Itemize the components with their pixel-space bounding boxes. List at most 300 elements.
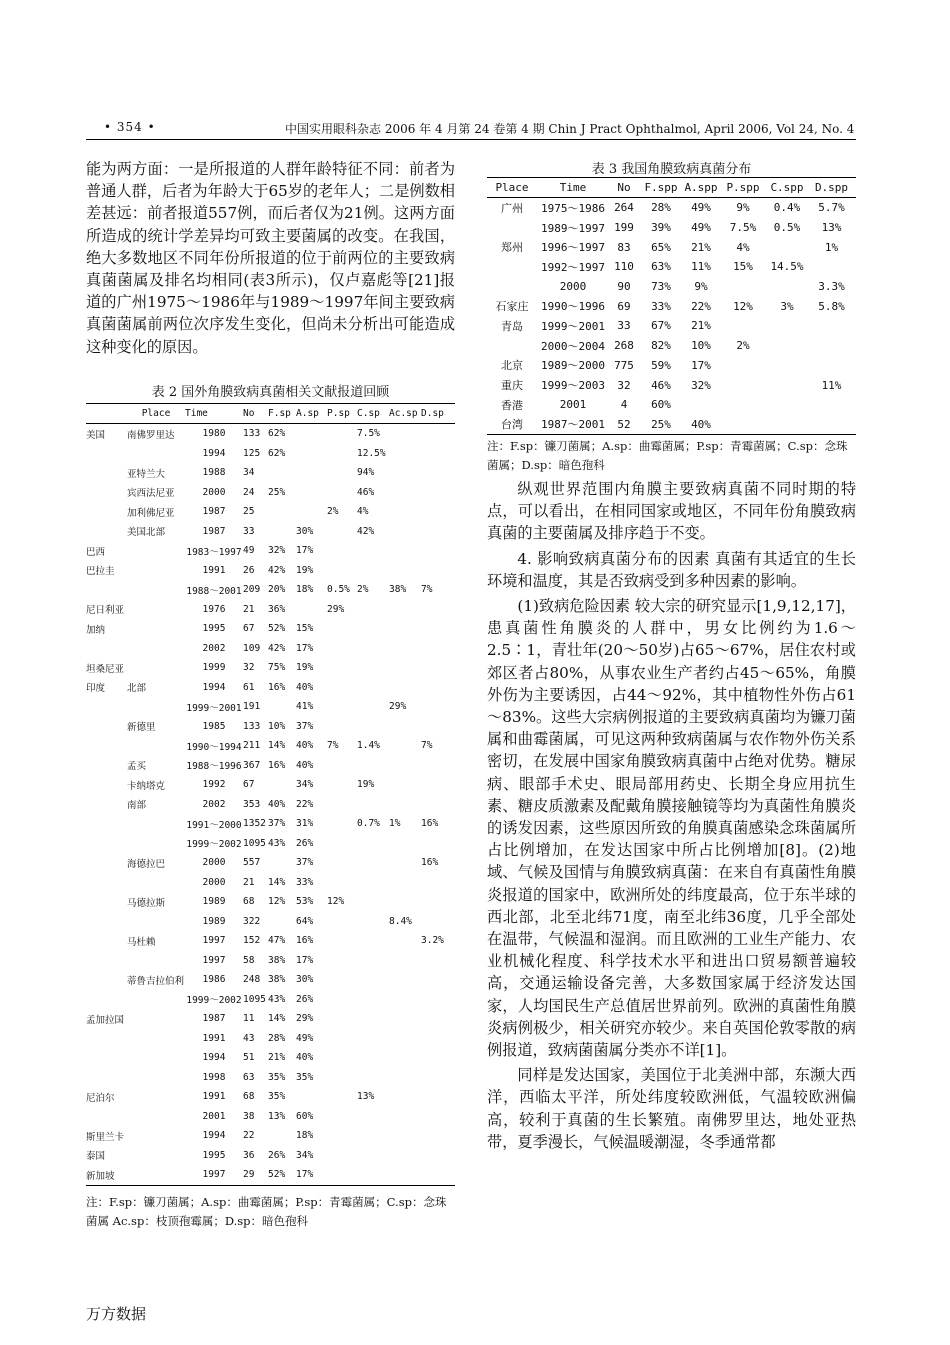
table2-cell: 40% — [296, 740, 314, 752]
table3-cell: 264 — [614, 201, 634, 215]
table3-cell: 3.3% — [818, 280, 845, 294]
table3-cell: 石家庄 — [495, 300, 529, 314]
table3-cell: 1999～2001 — [541, 319, 605, 333]
table2-cell — [268, 853, 296, 873]
table2-cell: 38% — [268, 954, 286, 966]
table-row — [86, 990, 455, 1010]
table2-cell — [389, 541, 421, 561]
table3-cell — [807, 257, 856, 277]
table2-cell — [357, 1048, 389, 1068]
table2-cell: 1% — [389, 818, 401, 830]
table2-cell — [327, 463, 357, 483]
table2-cell: 8.4% — [389, 915, 412, 927]
table2-cell: 67 — [243, 779, 255, 791]
table2-cell — [421, 1146, 455, 1166]
table2-cell — [327, 717, 357, 737]
table2-cell: 1991～2000 — [186, 819, 242, 831]
table3-cell: 2% — [736, 339, 750, 353]
table2-cell: 1987 — [202, 1013, 226, 1025]
table2-cell — [357, 970, 389, 990]
table-row — [86, 424, 455, 444]
table2-cell — [357, 834, 389, 854]
table2-cell — [86, 951, 127, 971]
table2-cell — [86, 1107, 127, 1127]
table2-cell: 印度 — [86, 683, 106, 695]
table2-cell: 3.2% — [421, 935, 444, 947]
table3-cell: 52 — [609, 415, 639, 435]
table2-cell: 南部 — [127, 800, 147, 812]
table2-header-cell: No — [243, 404, 268, 424]
table2-cell — [327, 1165, 357, 1185]
table2-cell — [389, 502, 421, 522]
table2-header-cell: D.sp — [421, 404, 455, 424]
table3-header-cell: D.spp — [807, 178, 856, 198]
table2-cell: 58 — [243, 954, 255, 966]
table3-cell: 69 — [617, 299, 631, 313]
table2-cell: 坦桑尼亚 — [86, 663, 125, 675]
table2-cell: 20% — [268, 584, 286, 596]
table2-cell — [357, 600, 389, 620]
paragraph: 同样是发达国家，美国位于北美洲中部，东濒大西洋，西临太平洋，所处纬度较欧洲低，气温较欧洲偏高，较利于真菌的生长繁殖。南佛罗里达，地处亚热带，夏季漫长，气候温暖潮湿，冬季通常都 — [487, 1066, 856, 1151]
table2-cell: 109 — [243, 642, 261, 654]
table2-cell — [327, 1126, 357, 1146]
right-column-text — [487, 478, 856, 1156]
table2-cell — [86, 970, 127, 990]
table2-cell: 40% — [268, 798, 286, 810]
table3-cell: 9% — [736, 201, 750, 215]
table2-cell — [127, 541, 185, 561]
table2-cell — [421, 424, 455, 444]
table2-cell: 孟买 — [127, 761, 147, 773]
table2-cell: 16% — [421, 818, 439, 830]
table2-cell: 1997 — [202, 935, 226, 947]
table3-cell: 14.5% — [770, 260, 804, 274]
table2-cell — [327, 1146, 357, 1166]
table2-cell — [389, 756, 421, 776]
table3-cell: 63% — [651, 260, 671, 274]
table2-cell: 28% — [268, 1032, 286, 1044]
table-row — [487, 336, 856, 356]
table3 — [487, 177, 856, 435]
table2-cell — [357, 873, 389, 893]
table2 — [86, 403, 455, 1186]
table3-cell: 1% — [824, 240, 839, 254]
table2-cell — [127, 697, 185, 717]
table2-cell: 2000 — [202, 857, 226, 869]
table2-cell: 152 — [243, 935, 261, 947]
table2-cell — [357, 1107, 389, 1127]
table2-cell: 13% — [268, 1110, 286, 1122]
table2-cell: 12.5% — [357, 447, 386, 459]
table-row — [86, 834, 455, 854]
table2-cell — [389, 444, 421, 464]
table2-cell: 1352 — [243, 818, 266, 830]
table2-cell: 68 — [243, 896, 255, 908]
table2-cell: 1997 — [185, 1165, 243, 1185]
table2-cell: 2001 — [202, 1110, 226, 1122]
table3-cell: 青岛 — [501, 319, 523, 333]
table3-cell: 2000～2004 — [541, 339, 605, 353]
table2-cell: 1989 — [202, 896, 226, 908]
table2-cell: 尼日利亚 — [86, 605, 125, 617]
table2-cell — [127, 444, 185, 464]
table3-cell: 49% — [691, 221, 711, 235]
table-row — [86, 580, 455, 600]
table2-cell: 1983～1997 — [186, 546, 242, 558]
table-row — [86, 522, 455, 542]
table2-cell: 30% — [296, 974, 314, 986]
table2-cell: 1994 — [202, 681, 226, 693]
table3-cell: 22% — [691, 299, 711, 313]
table2-cell — [127, 873, 185, 893]
table2-cell: 37% — [296, 857, 314, 869]
table2-cell — [421, 1087, 455, 1107]
table2-cell: 孟加拉国 — [86, 1014, 125, 1026]
table2-cell — [357, 990, 389, 1010]
table-row — [86, 756, 455, 776]
table2-cell: 35% — [268, 1071, 286, 1083]
table2-cell — [86, 1048, 127, 1068]
table2-cell: 1976 — [202, 603, 226, 615]
table2-cell — [389, 775, 421, 795]
table2-cell: 1985 — [202, 720, 226, 732]
table2-cell — [296, 600, 327, 620]
table3-header-cell: P.spp — [719, 178, 767, 198]
table2-cell: 133 — [243, 428, 261, 440]
table2-cell: 125 — [243, 447, 261, 459]
table2-header-cell: F.sp — [268, 404, 296, 424]
table2-cell — [389, 1048, 421, 1068]
table2-cell: 1991 — [202, 564, 226, 576]
table2-cell — [357, 1029, 389, 1049]
table2-cell — [127, 639, 185, 659]
running-head: 中国实用眼科杂志 2006 年 4 月第 24 卷第 4 期 Chin J Pract Ophthalmol, April 2006, Vol 24, No. 4 — [285, 122, 855, 136]
table-row — [86, 970, 455, 990]
table2-cell — [389, 1009, 421, 1029]
table2-cell — [421, 483, 455, 503]
table2-cell — [357, 951, 389, 971]
table2-cell: 47% — [268, 935, 286, 947]
table-row — [487, 356, 856, 376]
table2-cell: 38 — [243, 1110, 255, 1122]
table2-cell — [357, 1068, 389, 1088]
table2-cell — [421, 1126, 455, 1146]
table2-cell: 26% — [296, 993, 314, 1005]
table2-cell — [86, 1068, 127, 1088]
table2-cell: 7% — [421, 740, 433, 752]
table2-cell — [421, 717, 455, 737]
table2-cell: 亚特兰大 — [127, 468, 166, 480]
table2-cell — [389, 424, 421, 444]
table2-cell — [421, 1165, 455, 1185]
table2-cell: 0.5% — [327, 584, 350, 596]
table-row — [86, 892, 455, 912]
table3-cell: 广州 — [501, 201, 523, 215]
table3-cell: 香港 — [501, 398, 523, 412]
table2-cell — [127, 619, 185, 639]
table2-cell — [327, 990, 357, 1010]
table2-cell — [389, 463, 421, 483]
table2-cell — [268, 1126, 296, 1146]
table2-cell — [86, 795, 127, 815]
table2-cell: 1995 — [202, 623, 226, 635]
table2-cell: 26 — [243, 564, 255, 576]
table-row — [86, 1009, 455, 1029]
table2-cell — [327, 658, 357, 678]
table3-cell — [807, 356, 856, 376]
table2-cell: 16% — [268, 759, 286, 771]
table2-cell — [327, 1048, 357, 1068]
page-number: • 354 • — [104, 120, 156, 134]
table2-cell: 40% — [296, 1052, 314, 1064]
table3-cell — [683, 395, 719, 415]
table2-cell — [357, 892, 389, 912]
table2-cell — [296, 444, 327, 464]
table3-cell: 1999～2003 — [541, 379, 605, 393]
table3-cell: 1975～1986 — [541, 201, 605, 215]
table3-cell: 12% — [733, 299, 753, 313]
table2-cell: 12% — [268, 896, 286, 908]
table2-cell — [327, 619, 357, 639]
table2-cell: 37% — [268, 818, 286, 830]
table-row — [86, 853, 455, 873]
table2-cell — [86, 444, 127, 464]
table2-cell — [389, 1107, 421, 1127]
table-row — [86, 1126, 455, 1146]
table2-cell: 34% — [296, 779, 314, 791]
table3-cell — [487, 336, 537, 356]
table-row — [487, 277, 856, 297]
table2-cell — [327, 951, 357, 971]
table2-cell: 14% — [268, 1013, 286, 1025]
table-row — [86, 483, 455, 503]
table2-cell — [127, 834, 185, 854]
table2-cell — [357, 561, 389, 581]
table3-cell: 40% — [683, 415, 719, 435]
table2-cell — [389, 561, 421, 581]
table2-cell — [327, 756, 357, 776]
table2-cell — [389, 834, 421, 854]
table2-cell: 21 — [243, 876, 255, 888]
table2-cell — [389, 1165, 421, 1185]
table2-cell — [421, 873, 455, 893]
table2-cell: 19% — [296, 662, 314, 674]
table2-cell: 1988 — [202, 467, 226, 479]
table3-cell: 90 — [617, 280, 631, 294]
table2-header-cell: Time — [185, 404, 243, 424]
table2-cell: 1999～2001 — [186, 702, 242, 714]
table2-cell — [357, 931, 389, 951]
table3-cell: 郑州 — [501, 241, 523, 255]
table2-cell: 19% — [296, 564, 314, 576]
table2-cell — [389, 678, 421, 698]
table3-cell: 83 — [617, 240, 631, 254]
table3-cell: 60% — [651, 398, 671, 412]
table2-cell: 94% — [357, 467, 375, 479]
table3-cell — [487, 277, 537, 297]
table2-cell: 1998 — [202, 1071, 226, 1083]
table2-cell: 32 — [243, 662, 255, 674]
table3-cell: 13% — [821, 221, 842, 235]
table-row — [86, 814, 455, 834]
table2-cell: 21 — [243, 603, 255, 615]
table2-cell: 19% — [357, 779, 375, 791]
table2-cell: 322 — [243, 915, 261, 927]
table-row — [86, 1068, 455, 1088]
table2-cell — [389, 795, 421, 815]
table2-cell: 1994 — [202, 1052, 226, 1064]
table2-cell: 1.4% — [357, 740, 380, 752]
table2-cell: 7% — [327, 740, 339, 752]
table2-cell: 1990～1994 — [186, 741, 242, 753]
table2-cell — [327, 970, 357, 990]
table2-cell — [421, 1029, 455, 1049]
table2-cell: 34 — [243, 467, 255, 479]
table2-cell — [86, 912, 127, 932]
table3-cell: 25% — [639, 415, 683, 435]
table2-cell — [127, 580, 185, 600]
table2-cell: 25% — [268, 486, 286, 498]
table2-cell — [127, 1087, 185, 1107]
table3-cell: 110 — [614, 260, 634, 274]
table2-cell — [327, 795, 357, 815]
table2-cell: 63 — [243, 1071, 255, 1083]
table2-cell — [421, 1009, 455, 1029]
table2-cell: 巴拉圭 — [86, 566, 115, 578]
table3-cell: 11% — [821, 378, 842, 392]
table2-cell: 17% — [296, 642, 314, 654]
table2-cell: 35% — [268, 1091, 286, 1103]
table2-cell: 加利佛尼亚 — [127, 507, 175, 519]
table2-cell — [421, 970, 455, 990]
table3-cell — [767, 316, 807, 336]
table3-cell: 3% — [780, 299, 794, 313]
table2-cell: 22 — [243, 1130, 255, 1142]
table3-cell: 15% — [733, 260, 753, 274]
table2-cell — [86, 814, 127, 834]
paragraph: 4. 影响致病真菌分布的因素 真菌有其适宜的生长环境和温度，其是否致病受到多种因素的影响。 — [487, 549, 856, 590]
table3-cell: 2001 — [559, 398, 587, 412]
table-row — [86, 1087, 455, 1107]
table2-cell — [127, 951, 185, 971]
table2-cell: 1991 — [202, 1032, 226, 1044]
table2-cell: 42% — [268, 564, 286, 576]
table2-cell — [421, 541, 455, 561]
table2-cell — [296, 1087, 327, 1107]
table2-cell — [327, 834, 357, 854]
table2-cell: 10% — [268, 720, 286, 732]
table2-cell — [127, 1009, 185, 1029]
table2-cell: 1995 — [202, 1149, 226, 1161]
table2-cell — [327, 639, 357, 659]
table3-cell — [767, 375, 807, 395]
table2-cell — [127, 1146, 185, 1166]
table2-cell: 43% — [268, 993, 286, 1005]
table3-cell: 33 — [617, 319, 631, 333]
table2-cell: 16% — [268, 681, 286, 693]
table2-cell: 60% — [296, 1110, 314, 1122]
table3-cell: 4% — [736, 240, 750, 254]
table2-cell — [268, 463, 296, 483]
table2-cell: 29% — [327, 603, 345, 615]
table2-cell: 1991 — [202, 1091, 226, 1103]
table3-cell: 28% — [651, 201, 671, 215]
table2-cell: 1989 — [202, 915, 226, 927]
table2-cell — [421, 463, 455, 483]
table2-cell — [127, 600, 185, 620]
table2-cell: 52% — [268, 1165, 296, 1185]
table2-cell: 16% — [421, 857, 439, 869]
table2-cell — [357, 541, 389, 561]
table2-cell: 1997 — [202, 954, 226, 966]
table2-cell — [296, 502, 327, 522]
table3-header-cell: A.spp — [683, 178, 719, 198]
table-row — [86, 444, 455, 464]
table3-cell: 268 — [614, 339, 634, 353]
watermark-text: 万方数据 — [86, 1305, 147, 1323]
table2-cell — [421, 1107, 455, 1127]
table2-cell — [421, 697, 455, 717]
table2-cell — [421, 756, 455, 776]
table2-cell: 17% — [296, 954, 314, 966]
table2-cell: 367 — [243, 759, 261, 771]
table3-header-row — [487, 178, 856, 198]
table-row — [86, 639, 455, 659]
table-row — [487, 415, 856, 435]
table-row — [86, 678, 455, 698]
table2-cell — [357, 619, 389, 639]
table2-cell — [357, 639, 389, 659]
table3-cell: 1989～2000 — [541, 359, 605, 373]
table2-cell — [421, 619, 455, 639]
table2-cell — [421, 639, 455, 659]
table-row — [487, 257, 856, 277]
table2-cell: 36 — [243, 1149, 255, 1161]
table-row — [487, 218, 856, 238]
table2-cell — [86, 580, 127, 600]
table-row — [86, 1029, 455, 1049]
table2-cell — [357, 853, 389, 873]
table3-cell: 5.7% — [818, 201, 845, 215]
table2-cell: 2002 — [202, 798, 226, 810]
table2-cell: 2% — [357, 584, 369, 596]
table3-caption: 表 3 我国角膜致病真菌分布 — [591, 162, 752, 177]
table2-cell: 211 — [243, 740, 261, 752]
header-rule — [86, 139, 856, 140]
table2-cell — [327, 522, 357, 542]
table2-cell — [421, 912, 455, 932]
table2-cell: 12% — [327, 896, 345, 908]
table2-cell — [327, 814, 357, 834]
table-row — [86, 502, 455, 522]
table2-cell — [389, 873, 421, 893]
table2-cell — [389, 658, 421, 678]
table2-cell — [421, 834, 455, 854]
table2-cell: 2002 — [202, 642, 226, 654]
table-row — [487, 198, 856, 218]
table2-cell — [127, 1068, 185, 1088]
table3-cell — [719, 395, 767, 415]
table2-cell: 1988～1996 — [186, 761, 242, 773]
table2-cell — [327, 483, 357, 503]
table-row — [86, 1048, 455, 1068]
table2-cell — [86, 990, 127, 1010]
table3-cell: 32 — [617, 378, 631, 392]
table-row — [86, 795, 455, 815]
table2-cell — [327, 541, 357, 561]
table2-cell: 248 — [243, 974, 261, 986]
table2-cell — [86, 463, 127, 483]
